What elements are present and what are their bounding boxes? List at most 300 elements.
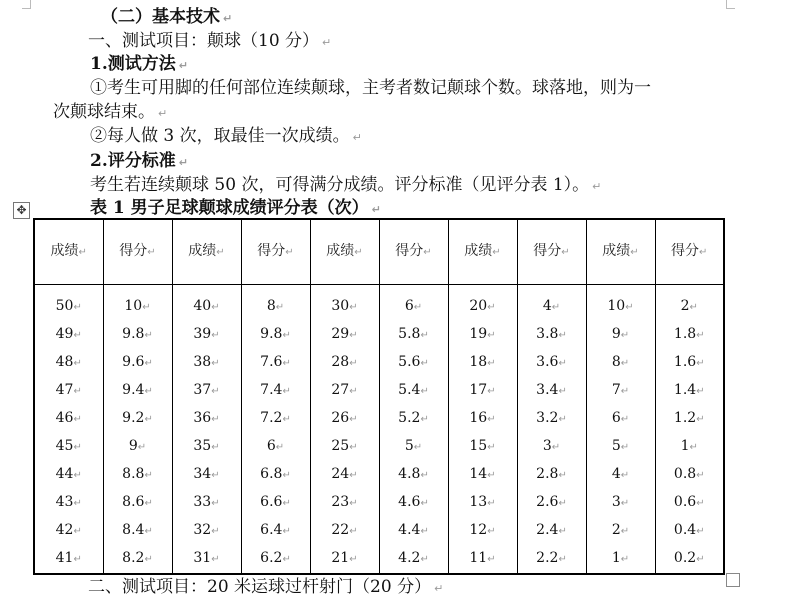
cell-value: 0.6: [673, 494, 697, 510]
cell-value: 48: [55, 354, 74, 370]
cell-value: 34: [193, 466, 212, 482]
cell-mark: ↵: [558, 554, 567, 565]
table-cell: [448, 285, 517, 322]
cell-mark: ↵: [420, 554, 429, 565]
table-cell: [586, 489, 655, 517]
cell-value: 21: [331, 550, 350, 566]
cell-mark: ↵: [216, 247, 225, 258]
table-cell: [310, 517, 379, 545]
cell-value: 8.6: [122, 494, 145, 510]
criteria-heading: [90, 150, 188, 174]
cell-value: 33: [193, 494, 212, 510]
cell-mark: ↵: [699, 247, 708, 258]
table-cell: [655, 349, 724, 377]
cell-mark: ↵: [144, 358, 153, 369]
item1-heading: [88, 30, 331, 54]
table-cell: [310, 377, 379, 405]
cell-value: 8: [611, 354, 621, 370]
cell-mark: ↵: [349, 414, 358, 425]
cell-value: 5.4: [398, 382, 421, 398]
cell-value: 5: [611, 438, 621, 454]
header-text: 成绩: [326, 243, 355, 259]
cell-value: 40: [193, 298, 212, 314]
header-text: 得分: [257, 243, 286, 259]
cell-value: 6: [404, 298, 414, 314]
table-cell: [241, 517, 310, 545]
cell-value: 16: [469, 410, 488, 426]
cell-value: 3.8: [536, 326, 559, 342]
table-cell: [517, 545, 586, 574]
cell-value: 9: [128, 438, 138, 454]
table-cell: [517, 405, 586, 433]
cell-mark: ↵: [413, 442, 423, 453]
table-cell: [310, 321, 379, 349]
cell-value: 20: [469, 298, 488, 314]
item2-heading-text: 二、测试项目：20 米运球过杆射门（20 分）: [88, 577, 432, 597]
table-cell: [655, 377, 724, 405]
table-cell: [379, 405, 448, 433]
cell-mark: ↵: [78, 247, 87, 258]
table-cell: [103, 517, 172, 545]
table-cell: [517, 489, 586, 517]
cell-value: 9.8: [260, 326, 283, 342]
table-cell: [448, 545, 517, 574]
table-cell: [103, 433, 172, 461]
criteria-paragraph: [90, 174, 601, 198]
table-row: [34, 349, 724, 377]
table-cell: [310, 433, 379, 461]
cell-value: 1: [680, 438, 690, 454]
cell-value: 49: [55, 326, 74, 342]
cell-mark: ↵: [349, 498, 358, 509]
table-cell: [655, 461, 724, 489]
cell-value: 7.6: [260, 354, 283, 370]
table-cell: [379, 349, 448, 377]
cell-mark: ↵: [349, 554, 358, 565]
cell-mark: ↵: [487, 442, 496, 453]
cell-value: 5: [404, 438, 414, 454]
paragraph-mark: ↵: [371, 203, 381, 216]
paragraph-mark: ↵: [592, 180, 602, 193]
header-cell: [172, 219, 241, 285]
cell-value: 8: [266, 298, 276, 314]
header-text: 得分: [119, 243, 148, 259]
table-cell: [655, 321, 724, 349]
cell-value: 6.6: [260, 494, 283, 510]
table-cell: [103, 349, 172, 377]
cell-mark: ↵: [487, 330, 496, 341]
table-cell: [34, 461, 103, 489]
cell-mark: ↵: [558, 414, 567, 425]
cell-mark: ↵: [282, 330, 291, 341]
cell-mark: ↵: [420, 498, 429, 509]
table-cell: [172, 349, 241, 377]
header-text: 得分: [395, 243, 424, 259]
cell-value: 27: [331, 382, 350, 398]
table-cell: [103, 377, 172, 405]
table-caption-text: 表 1 男子足球颠球成绩评分表（次）: [90, 198, 369, 218]
table-cell: [379, 461, 448, 489]
table-cell: [517, 377, 586, 405]
cell-mark: ↵: [349, 330, 358, 341]
cell-mark: ↵: [420, 386, 429, 397]
cell-value: 6: [611, 410, 621, 426]
table-cell: [103, 321, 172, 349]
table-resize-handle[interactable]: [726, 573, 740, 587]
table-cell: [310, 545, 379, 574]
method-paragraph-line2: [53, 101, 167, 125]
table-row: [34, 461, 724, 489]
paragraph-mark: ↵: [158, 107, 168, 120]
cell-mark: ↵: [144, 330, 153, 341]
table-cell: [655, 433, 724, 461]
cell-mark: ↵: [211, 498, 220, 509]
header-text: 成绩: [464, 243, 493, 259]
cell-mark: ↵: [211, 302, 220, 313]
table-cell: [517, 349, 586, 377]
cell-mark: ↵: [420, 358, 429, 369]
cell-mark: ↵: [144, 498, 153, 509]
table-cell: [310, 461, 379, 489]
cell-value: 3: [542, 438, 552, 454]
table-row: [34, 517, 724, 545]
table-cell: [34, 349, 103, 377]
table-row: [34, 433, 724, 461]
header-cell: [379, 219, 448, 285]
cell-mark: ↵: [349, 358, 358, 369]
cell-value: 2.4: [536, 522, 559, 538]
method-heading-text: 1.测试方法: [90, 54, 176, 74]
cell-value: 5.6: [398, 354, 421, 370]
table-cell: [103, 545, 172, 574]
cell-mark: ↵: [625, 302, 634, 313]
table-cell: [379, 517, 448, 545]
header-text: 成绩: [50, 243, 79, 259]
cell-value: 4.8: [398, 466, 421, 482]
cell-value: 2.2: [536, 550, 559, 566]
table-cell: [448, 349, 517, 377]
cell-value: 41: [55, 550, 74, 566]
table-cell: [172, 285, 241, 322]
header-cell: [586, 219, 655, 285]
table-cell: [655, 545, 724, 574]
cell-mark: ↵: [349, 442, 358, 453]
cell-value: 6.8: [260, 466, 283, 482]
cell-mark: ↵: [696, 526, 705, 537]
table-cell: [379, 545, 448, 574]
table-cell: [517, 517, 586, 545]
cell-mark: ↵: [144, 414, 153, 425]
margin-corner-left: [22, 0, 31, 9]
cell-value: 7.2: [260, 410, 283, 426]
table-cell: [586, 405, 655, 433]
cell-value: 2: [611, 522, 621, 538]
cell-mark: ↵: [73, 386, 82, 397]
cell-mark: ↵: [144, 470, 153, 481]
header-cell: [655, 219, 724, 285]
table-row: [34, 321, 724, 349]
cell-mark: ↵: [275, 302, 285, 313]
cell-mark: ↵: [696, 386, 705, 397]
cell-mark: ↵: [282, 554, 291, 565]
header-text: 成绩: [188, 243, 217, 259]
cell-mark: ↵: [211, 414, 220, 425]
cell-value: 2.8: [536, 466, 559, 482]
cell-mark: ↵: [558, 498, 567, 509]
table-cell: [379, 321, 448, 349]
cell-mark: ↵: [211, 442, 220, 453]
table-cell: [241, 461, 310, 489]
cell-mark: ↵: [696, 470, 705, 481]
cell-mark: ↵: [689, 302, 698, 313]
table-cell: [655, 489, 724, 517]
cell-mark: ↵: [420, 526, 429, 537]
cell-value: 6.2: [260, 550, 283, 566]
table-cell: [172, 405, 241, 433]
cell-value: 50: [55, 298, 74, 314]
cell-mark: ↵: [558, 358, 567, 369]
table-cell: [448, 377, 517, 405]
table-row: [34, 285, 724, 322]
cell-mark: ↵: [696, 554, 705, 565]
criteria-text: 考生若连续颠球 50 次，可得满分成绩。评分标准（见评分表 1）。: [90, 175, 590, 195]
cell-value: 29: [331, 326, 350, 342]
cell-value: 5.8: [398, 326, 421, 342]
cell-value: 37: [193, 382, 212, 398]
table-cell: [517, 433, 586, 461]
cell-value: 3.6: [536, 354, 559, 370]
cell-mark: ↵: [492, 247, 501, 258]
cell-mark: ↵: [211, 330, 220, 341]
cell-mark: ↵: [630, 247, 639, 258]
cell-value: 43: [55, 494, 74, 510]
cell-mark: ↵: [349, 302, 358, 313]
cell-mark: ↵: [696, 358, 705, 369]
table-cell: [34, 433, 103, 461]
cell-mark: ↵: [620, 414, 630, 425]
cell-value: 31: [193, 550, 212, 566]
cell-mark: ↵: [696, 330, 705, 341]
cell-mark: ↵: [696, 498, 705, 509]
header-text: 得分: [533, 243, 562, 259]
cell-mark: ↵: [620, 358, 630, 369]
paragraph-mark: ↵: [434, 582, 444, 595]
cell-value: 4: [611, 466, 621, 482]
method-line3-text: ②每人做 3 次，取最佳一次成绩。: [90, 126, 350, 146]
table-cell: [379, 433, 448, 461]
cell-value: 17: [469, 382, 488, 398]
table-cell: [172, 433, 241, 461]
cell-value: 9.8: [122, 326, 145, 342]
table-cell: [34, 545, 103, 574]
table-cell: [241, 285, 310, 322]
cell-value: 3: [611, 494, 621, 510]
cell-value: 30: [331, 298, 350, 314]
header-cell: [103, 219, 172, 285]
cell-mark: ↵: [147, 247, 156, 258]
method-paragraph-line3: [90, 125, 362, 149]
paragraph-mark: ↵: [178, 156, 188, 169]
cell-mark: ↵: [696, 414, 705, 425]
header-cell: [517, 219, 586, 285]
table-cell: [448, 405, 517, 433]
cell-value: 2.6: [536, 494, 559, 510]
cell-mark: ↵: [211, 526, 220, 537]
cell-value: 47: [55, 382, 74, 398]
cell-value: 42: [55, 522, 74, 538]
cell-mark: ↵: [561, 247, 570, 258]
cell-value: 35: [193, 438, 212, 454]
cell-mark: ↵: [73, 302, 82, 313]
cell-value: 6: [266, 438, 276, 454]
cell-value: 3.4: [536, 382, 559, 398]
cell-mark: ↵: [420, 470, 429, 481]
table-cell: [241, 545, 310, 574]
table-cell: [103, 461, 172, 489]
table-cell: [586, 517, 655, 545]
paragraph-mark: ↵: [178, 59, 188, 72]
table-cell: [517, 285, 586, 322]
cell-value: 26: [331, 410, 350, 426]
cell-value: 11: [469, 550, 488, 566]
cell-mark: ↵: [144, 526, 153, 537]
header-cell: [310, 219, 379, 285]
table-cell: [655, 517, 724, 545]
table-cell: [34, 321, 103, 349]
score-table-body: [34, 219, 724, 574]
cell-mark: ↵: [349, 526, 358, 537]
table-cell: [310, 489, 379, 517]
table-cell: [241, 489, 310, 517]
cell-value: 24: [331, 466, 350, 482]
cell-value: 4: [542, 298, 552, 314]
cell-value: 0.8: [673, 466, 697, 482]
cell-mark: ↵: [420, 330, 429, 341]
cell-value: 46: [55, 410, 74, 426]
cell-mark: ↵: [620, 330, 630, 341]
table-cell: [586, 285, 655, 322]
cell-mark: ↵: [620, 498, 630, 509]
table-cell: [586, 349, 655, 377]
cell-mark: ↵: [142, 302, 151, 313]
cell-value: 14: [469, 466, 488, 482]
table-cell: [241, 321, 310, 349]
header-text: 得分: [671, 243, 700, 259]
cell-value: 8.8: [122, 466, 145, 482]
table-cell: [379, 377, 448, 405]
cell-value: 8.4: [122, 522, 145, 538]
cell-value: 1.4: [673, 382, 697, 398]
cell-mark: ↵: [487, 470, 496, 481]
cell-value: 44: [55, 466, 74, 482]
paragraph-mark: ↵: [352, 131, 362, 144]
table-cell: [34, 517, 103, 545]
cell-mark: ↵: [282, 498, 291, 509]
paragraph-mark: ↵: [322, 36, 332, 49]
cell-mark: ↵: [620, 554, 630, 565]
table-row: [34, 405, 724, 433]
cell-mark: ↵: [558, 470, 567, 481]
item1-heading-text: 一、测试项目：颠球（10 分）: [88, 31, 320, 51]
cell-mark: ↵: [211, 554, 220, 565]
table-cell: [34, 285, 103, 322]
cell-value: 12: [469, 522, 488, 538]
method-line1-text: ①考生可用脚的任何部位连续颠球，主考者数记颠球个数。球落地，则为一: [90, 78, 651, 98]
cell-mark: ↵: [282, 470, 291, 481]
cell-mark: ↵: [282, 386, 291, 397]
cell-mark: ↵: [487, 386, 496, 397]
table-cell: [241, 377, 310, 405]
table-row: [34, 545, 724, 574]
cell-mark: ↵: [275, 442, 285, 453]
cell-mark: ↵: [73, 358, 82, 369]
cell-value: 8.2: [122, 550, 145, 566]
cell-mark: ↵: [551, 442, 561, 453]
cell-mark: ↵: [689, 442, 698, 453]
cell-value: 28: [331, 354, 350, 370]
table-cell: [517, 321, 586, 349]
cell-mark: ↵: [211, 386, 220, 397]
cell-mark: ↵: [487, 526, 496, 537]
cell-mark: ↵: [423, 247, 432, 258]
cell-mark: ↵: [487, 498, 496, 509]
cell-mark: ↵: [558, 386, 567, 397]
cell-value: 5.2: [398, 410, 421, 426]
cell-value: 38: [193, 354, 212, 370]
table-cell: [172, 461, 241, 489]
table-cell: [448, 321, 517, 349]
table-cell: [172, 489, 241, 517]
table-cell: [172, 377, 241, 405]
cell-mark: ↵: [487, 358, 496, 369]
cell-value: 0.4: [673, 522, 697, 538]
cell-mark: ↵: [487, 554, 496, 565]
table-cell: [103, 489, 172, 517]
table-cell: [655, 285, 724, 322]
cell-value: 10: [124, 298, 143, 314]
table-header-row: [34, 219, 724, 285]
cell-value: 6.4: [260, 522, 283, 538]
table-cell: [172, 321, 241, 349]
cell-mark: ↵: [487, 302, 496, 313]
cell-mark: ↵: [349, 470, 358, 481]
cell-mark: ↵: [620, 470, 630, 481]
cell-value: 9: [611, 326, 621, 342]
table-move-handle-icon[interactable]: ✥: [13, 202, 30, 219]
cell-mark: ↵: [620, 386, 630, 397]
cell-value: 3.2: [536, 410, 559, 426]
cell-mark: ↵: [211, 358, 220, 369]
cell-value: 39: [193, 326, 212, 342]
cell-mark: ↵: [487, 414, 496, 425]
method-line2-text: 次颠球结束。: [53, 102, 155, 122]
header-cell: [241, 219, 310, 285]
cell-value: 19: [469, 326, 488, 342]
table-cell: [172, 545, 241, 574]
cell-value: 7: [611, 382, 621, 398]
cell-value: 13: [469, 494, 488, 510]
method-heading: [90, 53, 188, 77]
cell-value: 2: [680, 298, 690, 314]
header-text: 成绩: [602, 243, 631, 259]
header-cell: [448, 219, 517, 285]
cell-mark: ↵: [558, 526, 567, 537]
cell-mark: ↵: [144, 554, 153, 565]
cell-mark: ↵: [73, 330, 82, 341]
cell-value: 4.6: [398, 494, 421, 510]
cell-mark: ↵: [349, 386, 358, 397]
table-cell: [172, 517, 241, 545]
